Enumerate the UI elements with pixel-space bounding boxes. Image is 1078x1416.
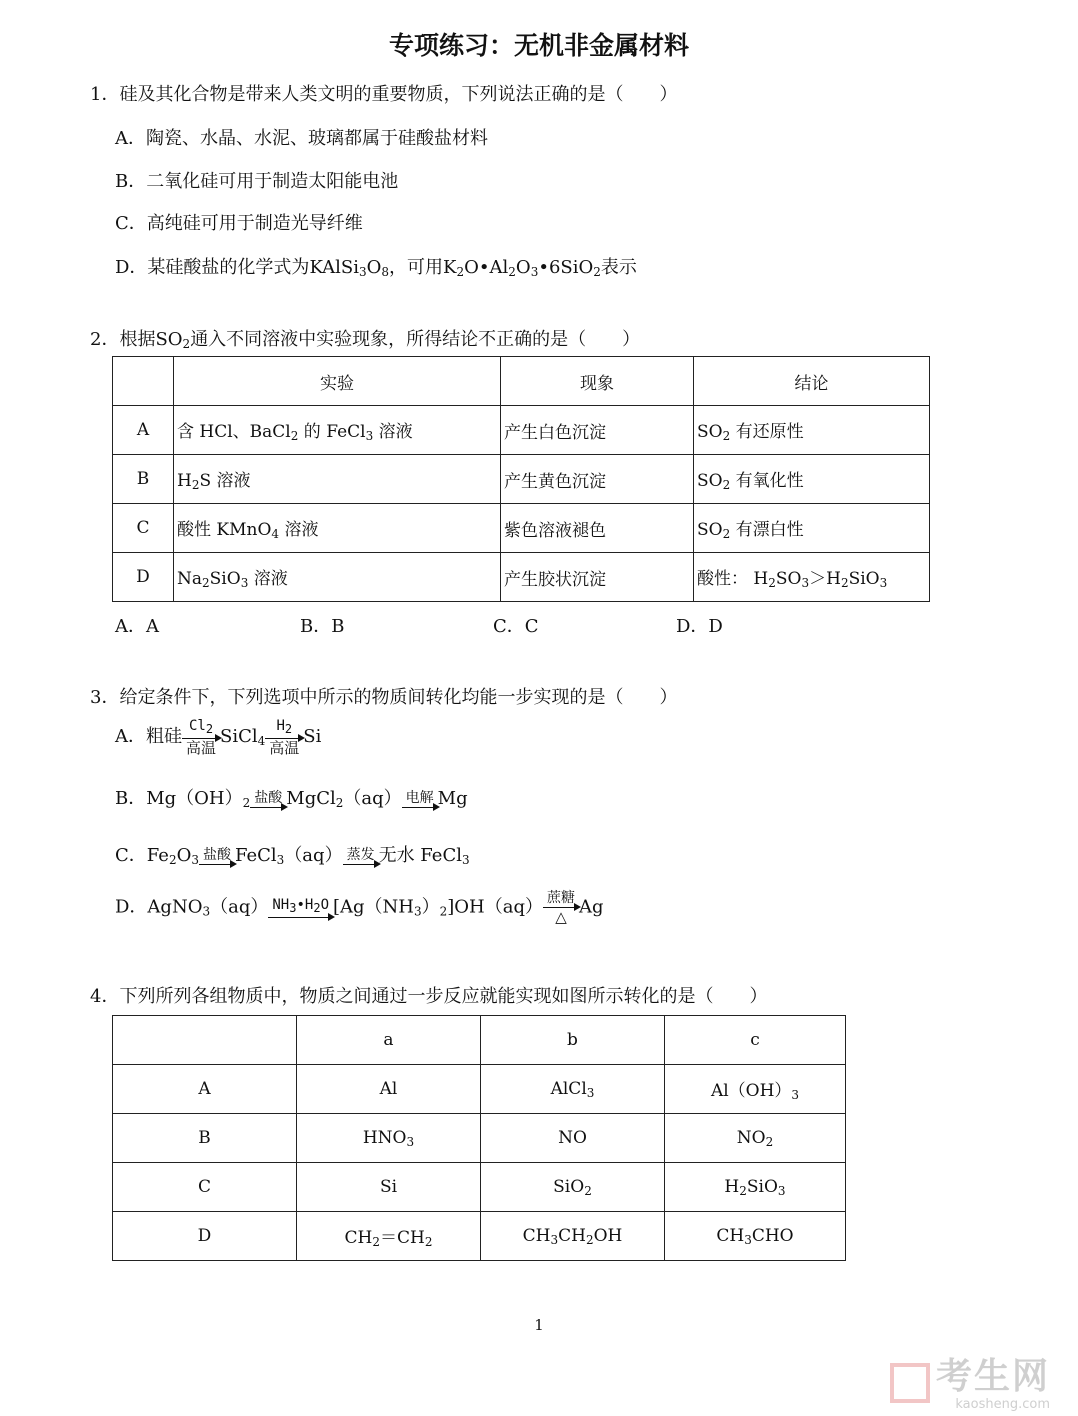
row-label: D (113, 1212, 297, 1261)
row-label: B (113, 1114, 297, 1163)
row-phen: 紫色溶液褪色 (501, 504, 694, 553)
reaction-arrow: $NH_3•H_2O$ (268, 897, 333, 919)
row-concl: $SO_2$ 有漂白性 (694, 504, 930, 553)
table-row (113, 1114, 846, 1163)
q3-option-b: B．$Mg(OH)_2$ 盐酸 MgCl$_2$（aq） 电解 Mg (115, 788, 468, 810)
cell-a: $CH_2=CH_2$ (297, 1212, 481, 1261)
q4-stem: 4．下列所列各组物质中，物质之间通过一步反应就能实现如图所示转化的是（ ） (90, 986, 768, 1007)
site-logo (890, 1348, 1050, 1412)
row-exp: $Na_2SiO_3$ 溶液 (174, 553, 501, 602)
reaction-arrow: 电解 (402, 790, 438, 809)
q1-option-b: B．二氧化硅可用于制造太阳能电池 (115, 171, 399, 192)
q1-d-prefix: D．某硅酸盐的化学式为 (115, 257, 310, 278)
reaction-arrow: 盐酸 (199, 847, 235, 866)
table-row (113, 406, 930, 455)
logo-icon (890, 1363, 930, 1403)
row-exp: 含 HCl、BaCl$_2$ 的 FeCl$_3$ 溶液 (174, 406, 501, 455)
table-row (113, 1065, 846, 1114)
logo-url: kaosheng.com (955, 1397, 1050, 1412)
q2-header-concl: 结论 (694, 357, 930, 406)
row-label: C (113, 504, 174, 553)
row-phen: 产生胶状沉淀 (501, 553, 694, 602)
q4-header-blank (113, 1016, 297, 1065)
q2-header-exp: 实验 (174, 357, 501, 406)
reaction-arrow: $H_2$ 高温 (265, 718, 303, 756)
table-row (113, 357, 930, 406)
q1-option-a: A．陶瓷、水晶、水泥、玻璃都属于硅酸盐材料 (115, 128, 488, 149)
table-row (113, 504, 930, 553)
page-title: 专项练习：无机非金属材料 (388, 31, 689, 60)
q2-choice-a: A．A (115, 616, 159, 637)
row-label: C (113, 1163, 297, 1212)
cell-a: Al (297, 1065, 481, 1114)
q4-header-b: b (481, 1016, 665, 1065)
row-label: A (113, 406, 174, 455)
q2-header-blank (113, 357, 174, 406)
q2-choice-c: C．C (493, 616, 539, 637)
q3-option-d: D．AgNO$_3$（aq） $NH_3•H_2O$ $[Ag(NH_3)_2]OH(aq)$ 蔗糖 △ Ag (115, 890, 604, 926)
cell-c: $Al(OH)_3$ (665, 1065, 846, 1114)
table-row (113, 553, 930, 602)
cell-b: NO (481, 1114, 665, 1163)
q2-choice-b: B．B (300, 616, 345, 637)
table-row (113, 1212, 846, 1261)
q3-stem: 3．给定条件下，下列选项中所示的物质间转化均能一步实现的是（ ） (90, 687, 678, 708)
row-concl: 酸性： $H_2SO_3>H_2SiO_3$ (694, 553, 930, 602)
q1-option-d (115, 253, 637, 279)
row-exp: 酸性 KMnO$_4$ 溶液 (174, 504, 501, 553)
reaction-arrow: 盐酸 (250, 790, 286, 809)
table-row (113, 1163, 846, 1212)
q2-table (112, 356, 930, 602)
table-row (113, 1016, 846, 1065)
q1-d-formula2: $K_2O•Al_2O_3•6SiO_2$ (443, 257, 601, 279)
cell-a: Si (297, 1163, 481, 1212)
q2-stem: 2．根据$SO_2$通入不同溶液中实验现象，所得结论不正确的是（ ） (90, 329, 641, 351)
q2-header-phen: 现象 (501, 357, 694, 406)
cell-c: $NO_2$ (665, 1114, 846, 1163)
q1-d-post: 表示 (600, 257, 637, 278)
cell-c: $CH_3CHO$ (665, 1212, 846, 1261)
q3-option-a: A．粗硅 $Cl_2$ 高温 SiCl$_4$ $H_2$ 高温 Si (115, 718, 322, 757)
q1-d-mid: ，可用 (389, 257, 444, 278)
cell-b: SiO$_2$ (481, 1163, 665, 1212)
row-phen: 产生黄色沉淀 (501, 455, 694, 504)
row-exp: $H_2S$ 溶液 (174, 455, 501, 504)
cell-b: AlCl$_3$ (481, 1065, 665, 1114)
cell-b: $CH_3CH_2OH$ (481, 1212, 665, 1261)
page-number: 1 (534, 1316, 544, 1334)
q4-table (112, 1015, 846, 1261)
cell-c: $H_2SiO_3$ (665, 1163, 846, 1212)
cell-a: $HNO_3$ (297, 1114, 481, 1163)
q2-choice-d: D．D (676, 616, 723, 637)
row-label: B (113, 455, 174, 504)
q4-header-a: a (297, 1016, 481, 1065)
q3-option-c: C．$Fe_2O_3$ 盐酸 FeCl$_3$（aq） 蒸发 无水 FeCl$_3$ (115, 845, 470, 867)
table-row (113, 455, 930, 504)
q1-option-c: C．高纯硅可用于制造光导纤维 (115, 213, 363, 234)
q1-stem: 1．硅及其化合物是带来人类文明的重要物质，下列说法正确的是（ ） (90, 84, 678, 105)
reaction-arrow: 蔗糖 △ (543, 890, 579, 925)
reaction-arrow: $Cl_2$ 高温 (182, 718, 220, 756)
row-label: D (113, 553, 174, 602)
row-phen: 产生白色沉淀 (501, 406, 694, 455)
logo-text: 考生网 (935, 1356, 1050, 1397)
row-concl: $SO_2$ 有还原性 (694, 406, 930, 455)
q4-header-c: c (665, 1016, 846, 1065)
row-concl: $SO_2$ 有氧化性 (694, 455, 930, 504)
reaction-arrow: 蒸发 (343, 847, 379, 866)
q1-d-formula: $KAlSi_3O_8$ (309, 257, 390, 279)
row-label: A (113, 1065, 297, 1114)
